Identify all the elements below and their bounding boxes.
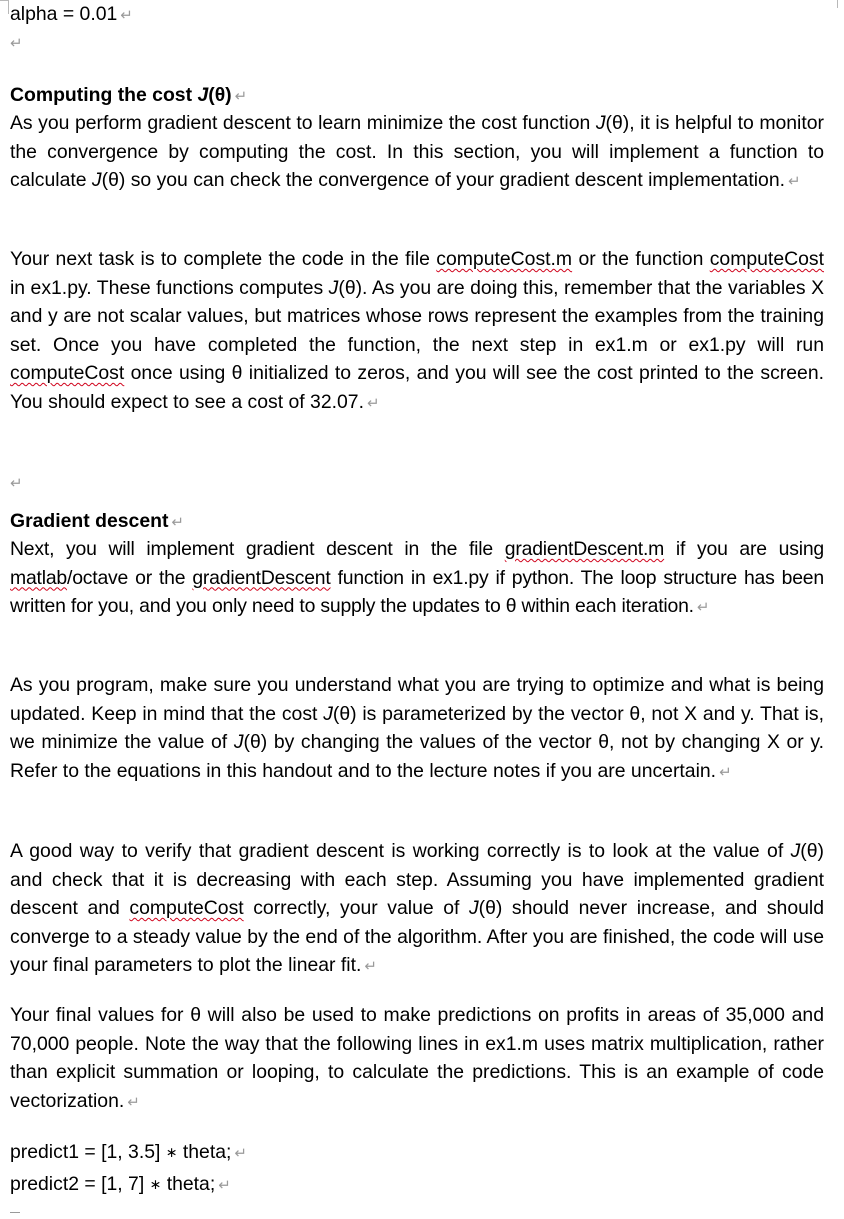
heading-gradient-descent: Gradient descent ↵ xyxy=(10,510,184,532)
multiply-operator: ∗ xyxy=(149,1176,162,1192)
spellcheck-word: computeCost.m xyxy=(436,248,573,270)
gd-paragraph-4: Your final values for θ will also be used to make predictions on profits in areas of 35,000 and 70,000 people. Note the way that the following lines in ex1.m uses matrix multiplication, rather than explicit summation or looping, to calculate the predictions. This is an example of code vectorization. ↵ xyxy=(10,1004,824,1112)
paragraph-mark-icon: ↵ xyxy=(719,763,732,781)
code-line-predict1: predict1 = [1, 3.5] ∗ theta; ↵ xyxy=(10,1141,247,1163)
margin-corner-top xyxy=(0,0,8,1)
paragraph-mark-icon: ↵ xyxy=(364,958,377,975)
spellcheck-word: computeCost xyxy=(10,362,125,384)
spellcheck-word: matlab xyxy=(10,566,68,589)
cost-paragraph-2: Your next task is to complete the code in the file computeCost.m or the function computeCost in ex1.py. These functions computes J(θ). As you are doing this, remember that the variables X and y are not scalar values, but matrices whose rows represent the examples from the training set. Once you have completed the function, the next step in ex1.m or ex1.py will run computeCost once using θ initialized to zeros, and you will see the cost printed to the screen. You should expect to see a cost of 32.07. ↵ xyxy=(10,248,824,413)
paragraph-mark-icon: ↵ xyxy=(788,173,801,190)
spellcheck-word: gradientDescent.m xyxy=(504,538,665,560)
paragraph-mark-icon: ↵ xyxy=(234,1145,247,1162)
empty-paragraph xyxy=(10,28,824,59)
spellcheck-word: gradientDescent xyxy=(192,566,331,589)
gd-paragraph-1: Next, you will implement gradient descent in the file gradientDescent.m if you are using matlab/octave or the gradientDescent function in ex1.py if python. The loop structure has been written for you, and you only need to supply the updates to θ within each iteration. ↵ xyxy=(10,538,824,617)
paragraph-mark-icon: ↵ xyxy=(10,35,23,52)
cost-paragraph-1: As you perform gradient descent to learn minimize the cost function J(θ), it is helpful to monitor the convergence by computing the cost. In this section, you will implement a function to calculate J(θ) so you can check the convergence of your gradient descent implementation. ↵ xyxy=(10,112,824,191)
empty-paragraph xyxy=(10,468,824,499)
paragraph-mark-icon: ↵ xyxy=(127,1093,140,1111)
paragraph-mark-icon: ↵ xyxy=(120,7,133,24)
paragraph-mark-icon: ↵ xyxy=(171,514,184,531)
code-line-predict2: predict2 = [1, 7] ∗ theta; ↵ xyxy=(10,1173,231,1195)
spellcheck-word: computeCost xyxy=(129,897,244,919)
margin-corner-left xyxy=(8,0,9,14)
paragraph-mark-icon: ↵ xyxy=(218,1177,231,1194)
gd-paragraph-2: As you program, make sure you understand what you are trying to optimize and what is being updated. Keep in mind that the cost J(θ) is parameterized by the vector θ, not X and y. That is, we minimize the value of J(θ) by changing the values of the vector θ, not by changing X or y. Refer to the equations in this handout and to the lecture notes if you are uncertain. ↵ xyxy=(10,674,824,782)
paragraph-mark-icon: ↵ xyxy=(366,394,380,412)
margin-corner-right xyxy=(837,0,838,8)
gd-paragraph-3: A good way to verify that gradient descent is working correctly is to look at the value of J(θ) and check that it is decreasing with each step. Assuming you have implemented gradient descent and computeCost correctly, your value of J(θ) should never increase, and should converge to a steady value by the end of the algorithm. After you are finished, the code will use your final parameters to plot the linear fit. ↵ xyxy=(10,840,825,976)
paragraph-mark-icon: ↵ xyxy=(234,88,248,105)
alpha-line: alpha = 0.01 ↵ xyxy=(10,3,133,25)
heading-computing-cost: Computing the cost J(θ) ↵ xyxy=(10,84,248,106)
multiply-operator: ∗ xyxy=(165,1144,178,1160)
spellcheck-word: computeCost xyxy=(709,248,824,270)
paragraph-mark-icon: ↵ xyxy=(10,475,23,492)
paragraph-mark-icon: ↵ xyxy=(696,599,710,616)
